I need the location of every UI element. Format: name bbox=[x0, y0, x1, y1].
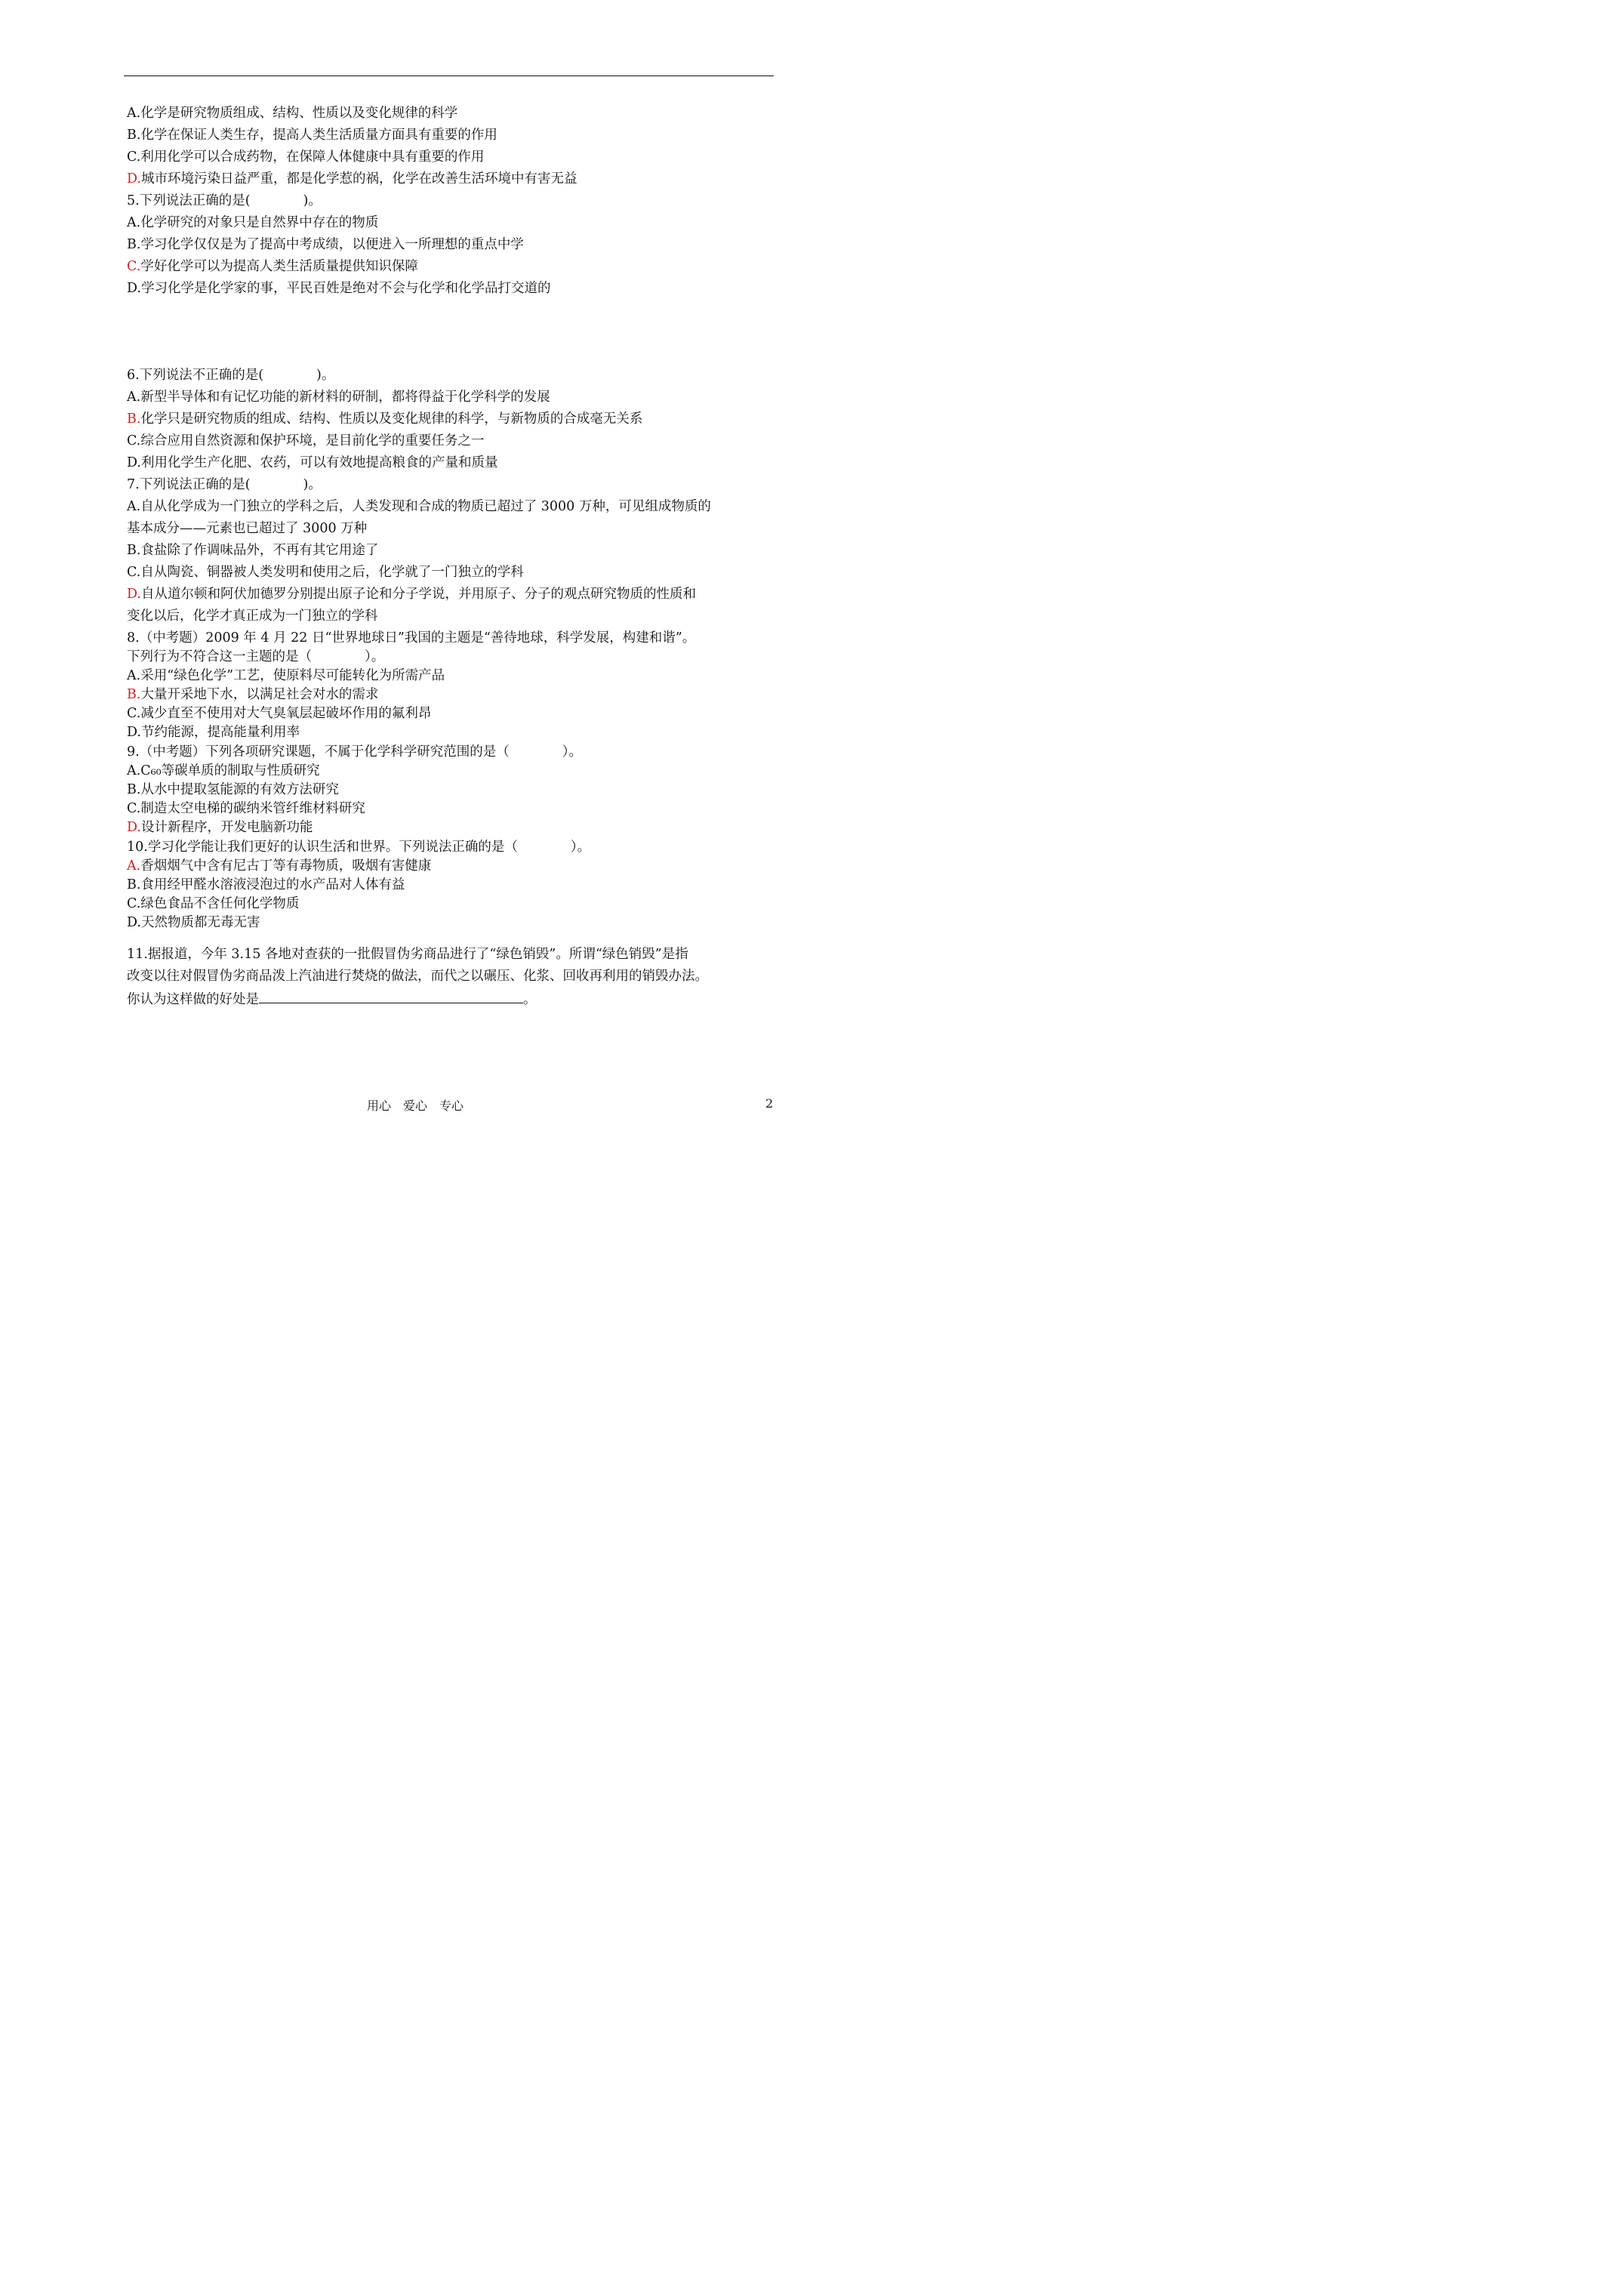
item-label: C. bbox=[127, 706, 141, 721]
text-line bbox=[127, 519, 367, 538]
item-text: C₆₀等碳单质的制取与性质研究 bbox=[140, 763, 320, 778]
item-text: 香烟烟气中含有尼古丁等有毒物质，吸烟有害健康 bbox=[140, 858, 432, 874]
q11-prompt: 你认为这样做的好处是 bbox=[127, 992, 259, 1007]
item-label: B. bbox=[127, 237, 141, 252]
text-line bbox=[127, 476, 322, 494]
text-line bbox=[127, 388, 550, 406]
item-text: 下列说法正确的是( )。 bbox=[139, 477, 322, 492]
text-line bbox=[127, 800, 365, 818]
item-label: 6. bbox=[127, 368, 140, 383]
item-label: D. bbox=[127, 820, 141, 835]
text-line bbox=[127, 541, 378, 559]
item-text: 改变以往对假冒伪劣商品泼上汽油进行焚烧的做法，而代之以碾压、化浆、回收再利用的销毁办法。 bbox=[127, 969, 708, 984]
item-label: 10. bbox=[127, 840, 148, 855]
q11-period: 。 bbox=[523, 992, 537, 1007]
item-label: D. bbox=[127, 915, 141, 930]
item-label: A. bbox=[127, 763, 141, 778]
item-text: 据报道，今年 3.15 各地对查获的一批假冒伪劣商品进行了“绿色销毁”。所谓“绿色销毁”是指 bbox=[147, 947, 688, 962]
footer-slogan: 用心 爱心 专心 bbox=[366, 1099, 463, 1113]
item-text: 化学在保证人类生存，提高人类生活质量方面具有重要的作用 bbox=[140, 128, 497, 143]
item-text: 大量开采地下水，以满足社会对水的需求 bbox=[140, 687, 379, 702]
item-label: D. bbox=[127, 281, 141, 296]
text-line bbox=[127, 126, 497, 144]
item-label: A. bbox=[127, 390, 141, 405]
text-line bbox=[127, 857, 431, 875]
item-label: C. bbox=[127, 896, 141, 911]
text-line bbox=[127, 236, 524, 254]
text-line bbox=[127, 214, 378, 232]
item-label: B. bbox=[127, 128, 141, 143]
item-label: A. bbox=[127, 106, 141, 121]
text-line bbox=[127, 762, 320, 780]
text-line bbox=[127, 607, 378, 625]
item-label: B. bbox=[127, 687, 141, 702]
item-text: 学习化学是化学家的事，平民百姓是绝对不会与化学和化学品打交道的 bbox=[140, 281, 551, 296]
item-text: 自从化学成为一门独立的学科之后，人类发现和合成的物质已超过了 3000 万种，可见组成物质的 bbox=[140, 499, 711, 514]
item-label: 8. bbox=[127, 630, 140, 646]
item-label: B. bbox=[127, 782, 141, 797]
item-text: 利用化学生产化肥、农药，可以有效地提高粮食的产量和质量 bbox=[140, 455, 498, 470]
item-label: 5. bbox=[127, 193, 140, 208]
item-text: 化学研究的对象只是自然界中存在的物质 bbox=[140, 215, 379, 230]
item-text: 基本成分——元素也已超过了 3000 万种 bbox=[127, 521, 368, 536]
item-text: 减少直至不使用对大气臭氧层起破坏作用的氟利昂 bbox=[140, 706, 432, 721]
text-line bbox=[127, 498, 711, 516]
item-text: 食盐除了作调味品外，不再有其它用途了 bbox=[140, 543, 379, 558]
text-line bbox=[127, 876, 405, 894]
text-line bbox=[127, 648, 384, 666]
item-label: B. bbox=[127, 877, 141, 892]
text-line bbox=[127, 366, 334, 384]
item-text: 下列行为不符合这一主题的是（ ）。 bbox=[127, 649, 385, 664]
item-label: 9. bbox=[127, 744, 140, 760]
text-line bbox=[127, 686, 378, 704]
item-text: 城市环境污染日益严重，都是化学惹的祸，化学在改善生活环境中有害无益 bbox=[140, 171, 577, 186]
item-text: 化学是研究物质组成、结构、性质以及变化规律的科学 bbox=[140, 106, 458, 121]
item-label: A. bbox=[127, 858, 141, 874]
text-line bbox=[127, 148, 484, 166]
item-text: 化学只是研究物质的组成、结构、性质以及变化规律的科学，与新物质的合成毫无关系 bbox=[140, 411, 643, 427]
item-text: 食用经甲醛水溶液浸泡过的水产品对人体有益 bbox=[140, 877, 405, 892]
item-text: （中考题）下列各项研究课题，不属于化学科学研究范围的是（ ）。 bbox=[139, 744, 582, 760]
item-text: 下列说法不正确的是( )。 bbox=[139, 368, 335, 383]
item-label: 11. bbox=[127, 947, 148, 962]
item-label: C. bbox=[127, 259, 141, 274]
text-line bbox=[127, 667, 445, 685]
text-line bbox=[127, 629, 695, 647]
item-label: C. bbox=[127, 149, 141, 165]
item-text: 利用化学可以合成药物，在保障人体健康中具有重要的作用 bbox=[140, 149, 485, 165]
text-line bbox=[127, 945, 688, 963]
item-label: C. bbox=[127, 433, 141, 448]
text-line bbox=[127, 781, 339, 799]
text-line bbox=[127, 967, 708, 985]
text-line bbox=[127, 743, 582, 761]
item-label: B. bbox=[127, 411, 141, 427]
text-line bbox=[127, 895, 299, 913]
item-text: 自从陶瓷、铜器被人类发明和使用之后，化学就了一门独立的学科 bbox=[140, 565, 524, 580]
item-text: 天然物质都无毒无害 bbox=[140, 915, 260, 930]
item-label: D. bbox=[127, 587, 141, 602]
text-line bbox=[127, 104, 457, 122]
item-text: 学习化学能让我们更好的认识生活和世界。下列说法正确的是（ ）。 bbox=[147, 840, 591, 855]
item-label: A. bbox=[127, 668, 141, 683]
item-text: 学好化学可以为提高人类生活质量提供知识保障 bbox=[140, 259, 418, 274]
item-text: 从水中提取氢能源的有效方法研究 bbox=[140, 782, 339, 797]
item-label: B. bbox=[127, 543, 141, 558]
text-line bbox=[127, 585, 696, 603]
item-label: D. bbox=[127, 171, 141, 186]
item-text: 自从道尔顿和阿伏加德罗分别提出原子论和分子学说，并用原子、分子的观点研究物质的性质和 bbox=[140, 587, 696, 602]
q11-answer-line bbox=[127, 989, 537, 1009]
item-text: 设计新程序，开发电脑新功能 bbox=[140, 820, 313, 835]
text-line bbox=[127, 818, 313, 837]
item-label: A. bbox=[127, 499, 141, 514]
text-line bbox=[127, 563, 524, 581]
text-line bbox=[127, 257, 418, 276]
text-line bbox=[127, 170, 577, 188]
page-number: 2 bbox=[765, 1096, 774, 1111]
text-line bbox=[127, 914, 260, 932]
answer-blank[interactable] bbox=[259, 989, 523, 1003]
item-text: 制造太空电梯的碳纳米管纤维材料研究 bbox=[140, 801, 365, 816]
item-label: C. bbox=[127, 801, 141, 816]
text-line bbox=[127, 838, 590, 856]
item-text: 下列说法正确的是( )。 bbox=[139, 193, 322, 208]
item-label: A. bbox=[127, 215, 141, 230]
item-text: 学习化学仅仅是为了提高中考成绩，以便进入一所理想的重点中学 bbox=[140, 237, 524, 252]
text-line bbox=[127, 432, 484, 450]
item-text: （中考题）2009 年 4 月 22 日“世界地球日”我国的主题是“善待地球，科学发展，构建和谐”。 bbox=[139, 630, 696, 646]
item-label: D. bbox=[127, 455, 141, 470]
text-line bbox=[127, 704, 431, 723]
item-text: 采用“绿色化学”工艺，使原料尽可能转化为所需产品 bbox=[140, 668, 445, 683]
item-label: 7. bbox=[127, 477, 140, 492]
item-text: 变化以后，化学才真正成为一门独立的学科 bbox=[127, 609, 378, 624]
item-text: 新型半导体和有记忆功能的新材料的研制，都将得益于化学科学的发展 bbox=[140, 390, 550, 405]
item-text: 绿色食品不含任何化学物质 bbox=[140, 896, 300, 911]
item-text: 节约能源，提高能量利用率 bbox=[140, 725, 300, 740]
text-line bbox=[127, 723, 300, 741]
text-line bbox=[127, 279, 550, 297]
item-label: D. bbox=[127, 725, 141, 740]
text-line bbox=[127, 454, 497, 472]
item-label: C. bbox=[127, 565, 141, 580]
text-line bbox=[127, 192, 322, 210]
item-text: 综合应用自然资源和保护环境，是目前化学的重要任务之一 bbox=[140, 433, 485, 448]
text-line bbox=[127, 410, 642, 428]
